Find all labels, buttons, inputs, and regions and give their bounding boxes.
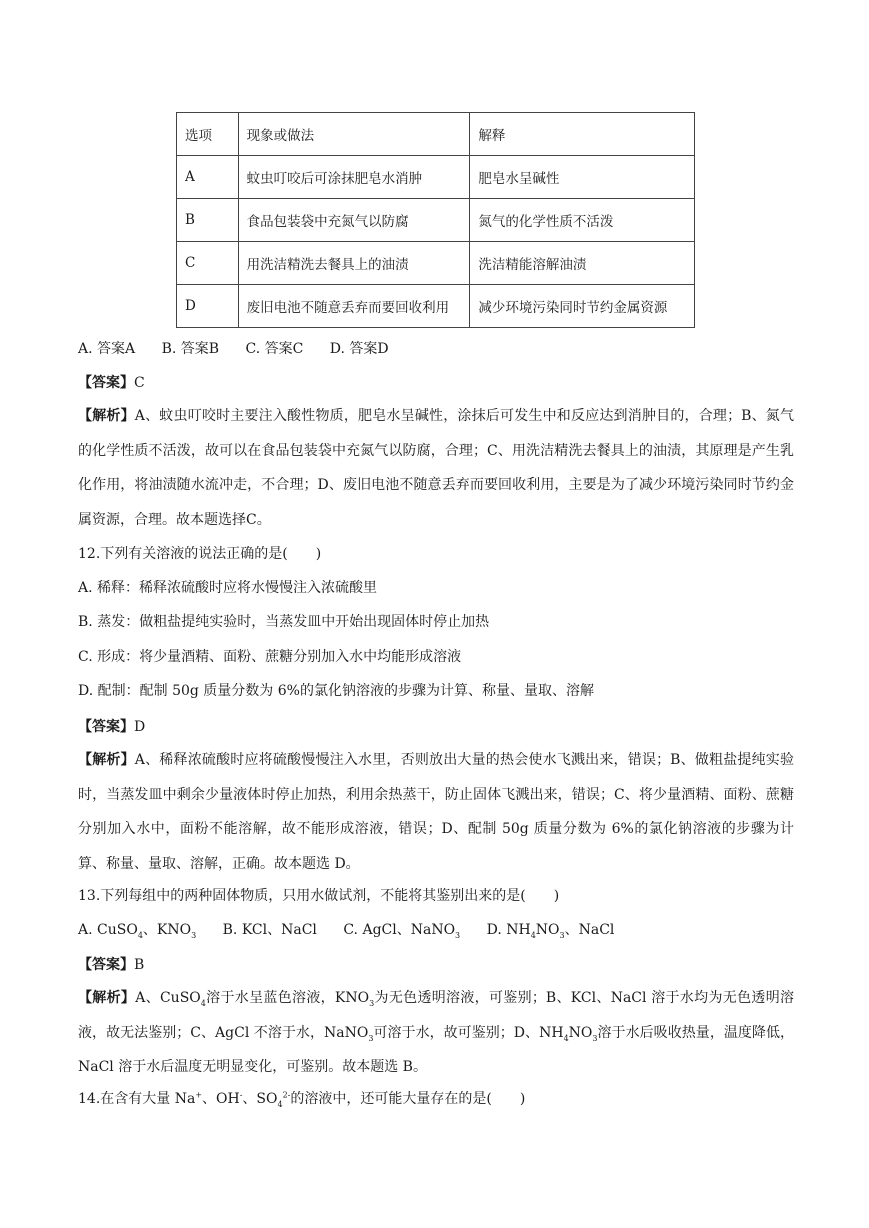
choice-d: D. 答案D [329, 341, 389, 357]
subscript: 4 [137, 930, 143, 940]
analysis-text: A、稀释浓硫酸时应将硫酸慢慢注入水里，否则放出大量的热会使水飞溅出来，错误；B、做粗盐提纯实验时，当蒸发皿中剩余少量液体时停止加热，利用余热蒸干，防止固体飞溅出来，错误；C、将少量酒精、面粉、蔗糖分别加入水中，面粉不能溶解，故不能形成溶液，错误；D、配制 50g 质量分数为 6%的氯化钠溶液的步骤为计算、称量、量取、溶解，正确。故本题选 D。 [78, 752, 795, 872]
q12-option-d: D. 配制：配制 50g 质量分数为 6%的氯化钠溶液的步骤为计算、称量、量取、溶解 [78, 683, 594, 699]
analysis-text: A、CuSO [135, 990, 201, 1006]
subscript: 3 [369, 998, 375, 1008]
q13-choices [78, 921, 614, 939]
choice-d [487, 921, 615, 939]
answer-label: 【答案】 [78, 375, 134, 391]
q13-stem: 13.下列每组中的两种固体物质，只用水做试剂，不能将其鉴别出来的是( ) [78, 888, 560, 904]
table-cell: 食品包装袋中充氮气以防腐 [238, 199, 470, 242]
table-cell: 废旧电池不随意丢弃而要回收利用 [238, 285, 470, 328]
choice-c [343, 921, 460, 939]
choice-c-text: C. AgCl、NaNO [343, 922, 456, 938]
table-header-cell: 现象或做法 [238, 113, 470, 156]
q12-option-b: B. 蒸发：做粗盐提纯实验时，当蒸发皿中开始出现固体时停止加热 [78, 614, 490, 630]
subscript: 4 [563, 1033, 569, 1043]
answer-value: C [134, 375, 145, 391]
answer-value: D [134, 719, 146, 735]
table-row [177, 285, 695, 328]
q11-choices [78, 340, 389, 358]
table-header-cell: 选项 [177, 113, 239, 156]
subscript: 4 [200, 998, 206, 1008]
subscript: 3 [592, 1033, 598, 1043]
table-cell: 用洗洁精洗去餐具上的油渍 [238, 242, 470, 285]
table-header-cell: 解释 [470, 113, 695, 156]
stem-text: 、SO [242, 1091, 278, 1107]
analysis-text: NO [568, 1024, 593, 1041]
subscript: 3 [559, 930, 565, 940]
table-cell: A [177, 156, 239, 199]
q11-analysis [78, 399, 794, 537]
q13-answer [78, 956, 144, 974]
table-header-row [177, 113, 695, 156]
subscript: 4 [277, 1099, 283, 1109]
table-cell: 氮气的化学性质不活泼 [470, 199, 695, 242]
analysis-text: 溶于水呈蓝色溶液，KNO [205, 990, 370, 1006]
q14-stem [78, 1090, 525, 1108]
table-cell: 蚊虫叮咬后可涂抹肥皂水消肿 [238, 156, 470, 199]
table-cell: C [177, 242, 239, 285]
superscript: - [239, 1090, 243, 1100]
superscript: + [195, 1090, 203, 1100]
options-table [176, 112, 695, 328]
choice-c: C. 答案C [245, 341, 304, 357]
analysis-label: 【解析】 [78, 752, 135, 768]
choice-d-text: D. NH [486, 922, 531, 938]
choice-d-text: 、NaCl [564, 922, 615, 938]
table-cell: D [177, 285, 239, 328]
table-row [177, 156, 695, 199]
subscript: 3 [368, 1033, 374, 1043]
q12-option-a: A. 稀释：稀释浓硫酸时应将水慢慢注入浓硫酸里 [78, 580, 378, 596]
choice-d-text: NO [535, 922, 560, 938]
analysis-label: 【解析】 [78, 408, 135, 424]
q12-stem: 12.下列有关溶液的说法正确的是( ) [78, 546, 322, 562]
superscript: 2- [282, 1090, 291, 1100]
subscript: 3 [191, 930, 197, 940]
choice-a: A. 答案A [78, 341, 136, 357]
table-cell: B [177, 199, 239, 242]
choice-b: B. 答案B [161, 341, 220, 357]
analysis-text: 溶于水后吸收热量，温度降低，NaCl 溶于水后温度无明显变化，可鉴别。故本题选 B。 [78, 1024, 795, 1075]
analysis-label: 【解析】 [78, 990, 136, 1006]
stem-text: 的溶液中，还可能大量存在的是( ) [290, 1091, 526, 1107]
answer-label: 【答案】 [78, 719, 134, 735]
answer-value: B [134, 957, 145, 973]
q13-analysis [78, 981, 794, 1085]
table-cell: 减少环境污染同时节约金属资源 [470, 285, 695, 328]
analysis-text: A、蚊虫叮咬时主要注入酸性物质，肥皂水呈碱性，涂抹后可发生中和反应达到消肿目的，合理；B、氮气的化学性质不活泼，故可以在食品包装袋中充氮气以防腐，合理；C、用洗洁精洗去餐具上的油渍，其原理是产生乳化作用，将油渍随水流冲走，不合理；D、废旧电池不随意丢弃而要回收利用，主要是为了减少环境污染同时节约金属资源，合理。故本题选择C。 [78, 408, 795, 528]
choice-a [78, 921, 196, 939]
q12-analysis [78, 743, 794, 881]
stem-text: 、OH [202, 1091, 240, 1107]
q12-option-c: C. 形成：将少量酒精、面粉、蔗糖分别加入水中均能形成溶液 [78, 649, 462, 665]
table-cell: 肥皂水呈碱性 [470, 156, 695, 199]
analysis-text: 为无色透明溶液，可鉴别；B、KCl、NaCl 溶于水均为无色透明溶液，故无法鉴别；C、AgCl 不溶于水，NaNO [78, 990, 795, 1041]
table-row [177, 242, 695, 285]
subscript: 4 [530, 930, 536, 940]
choice-a-text: 、KNO [142, 922, 192, 938]
choice-a-text: A. CuSO [78, 922, 138, 938]
table-cell: 洗洁精能溶解油渍 [470, 242, 695, 285]
q11-answer [78, 374, 145, 392]
stem-text: 14.在含有大量 Na [78, 1091, 196, 1107]
choice-b: B. KCl、NaCl [222, 922, 317, 938]
analysis-text: 可溶于水，故可鉴别；D、NH [373, 1024, 564, 1041]
table-row [177, 199, 695, 242]
q12-answer [78, 718, 145, 736]
answer-label: 【答案】 [78, 957, 134, 973]
subscript: 3 [455, 930, 461, 940]
